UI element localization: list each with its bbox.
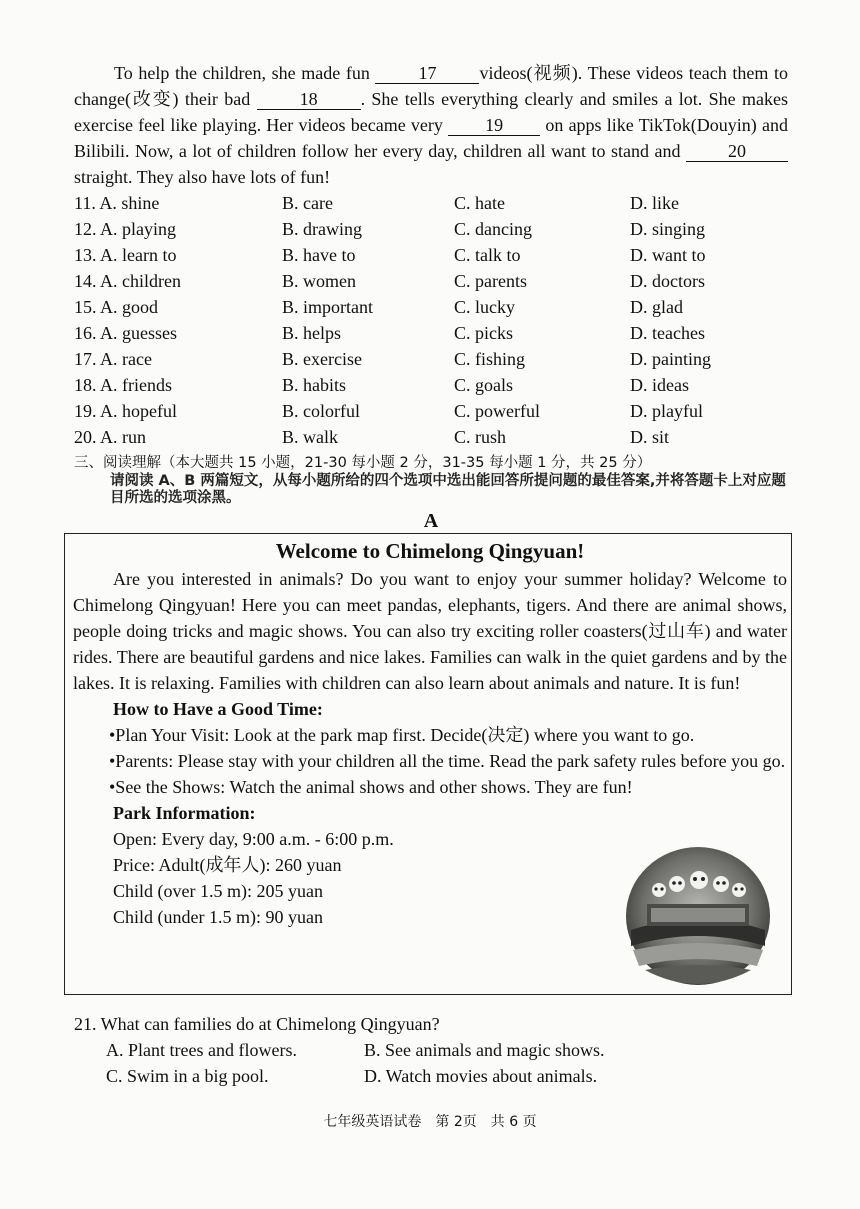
passage-title: Welcome to Chimelong Qingyuan! — [275, 539, 585, 563]
option-d: D. sit — [630, 427, 670, 447]
option-b: B. exercise — [282, 349, 362, 369]
option-a: A. friends — [100, 375, 172, 395]
option-d: D. singing — [630, 219, 706, 239]
option-row: 16. A. guesses B. helps C. picks D. teaches — [74, 320, 788, 346]
cloze-passage: To help the children, she made fun 17 videos(视频). These videos teach them to change(改变) their bad 18 . She tells everything clearly and smiles a lot. She makes exercise feel like playing. Her videos became very 19 on apps like TikTok(Douyin) and Bilibili. Now, a lot of children follow her every day, children all want to stand and 20 straight. They also have lots of fun! — [74, 63, 788, 187]
option-row: 12. A. playing B. drawing C. dancing D. singing — [74, 216, 788, 242]
option-b: B. See animals and magic shows. — [364, 1040, 605, 1060]
option-c: C. Swim in a big pool. — [106, 1066, 269, 1086]
option-c: C. lucky — [454, 297, 515, 317]
option-row: 17. A. race B. exercise C. fishing D. painting — [74, 346, 788, 372]
option-b: B. women — [282, 271, 356, 291]
option-a: A. shine — [99, 193, 160, 213]
option-c: C. parents — [454, 271, 527, 291]
option-d: D. painting — [630, 349, 711, 369]
cloze-options — [74, 190, 788, 450]
option-b: B. walk — [282, 427, 338, 447]
option-b: B. important — [282, 297, 373, 317]
option-a: A. learn to — [100, 245, 177, 265]
page-footer: 七年级英语试卷 第 2页 共 6 页 — [323, 1114, 537, 1130]
blank-19: 19 — [448, 115, 540, 136]
passage-a-box — [64, 533, 792, 995]
option-b: B. colorful — [282, 401, 360, 421]
option-d: D. glad — [630, 297, 683, 317]
option-row: 19. A. hopeful B. colorful C. powerful D. playful — [74, 398, 788, 424]
option-d: D. ideas — [630, 375, 689, 395]
option-row: 13. A. learn to B. have to C. talk to D. want to — [74, 242, 788, 268]
option-c: C. rush — [454, 427, 507, 447]
option-a: A. good — [100, 297, 159, 317]
option-c: C. picks — [454, 323, 514, 343]
question-21 — [74, 1011, 788, 1089]
option-row: 15. A. good B. important C. lucky D. glad — [74, 294, 788, 320]
section-heading: 三、阅读理解（本大题共 15 小题，21-30 每小题 2 分，31-35 每小题 1 分，共 25 分） — [74, 455, 652, 471]
tip-item: •Parents: Please stay with your children all the time. Read the park safety rules before you go. — [109, 751, 786, 771]
option-row: 11. A. shine B. care C. hate D. like — [74, 190, 788, 216]
option-a: A. children — [100, 271, 181, 291]
option-a: A. Plant trees and flowers. — [106, 1040, 297, 1060]
option-c: C. powerful — [454, 401, 540, 421]
option-c: C. talk to — [454, 245, 521, 265]
info-open: Open: Every day, 9:00 a.m. - 6:00 p.m. — [113, 829, 394, 849]
option-row: 20. A. run B. walk C. rush D. sit — [74, 424, 788, 450]
info-price-adult: Price: Adult(成年人): 260 yuan — [113, 855, 342, 875]
option-a: A. race — [100, 349, 152, 369]
option-row: 14. A. children B. women C. parents D. doctors — [74, 268, 788, 294]
option-d: D. playful — [630, 401, 703, 421]
blank-17: 17 — [375, 63, 479, 84]
option-a: A. run — [100, 427, 147, 447]
option-b: B. care — [282, 193, 333, 213]
section-instruction: 请阅读 A、B 两篇短文，从每小题所给的四个选项中选出能回答所提问题的最佳答案,并将答题卡上对应题目所选的选项涂黑。 — [110, 473, 786, 506]
option-d: D. Watch movies about animals. — [364, 1066, 598, 1086]
option-a: A. playing — [100, 219, 177, 239]
option-b: B. helps — [282, 323, 342, 343]
option-b: B. have to — [282, 245, 356, 265]
info-price-child-over: Child (over 1.5 m): 205 yuan — [113, 881, 323, 901]
tips-heading: How to Have a Good Time: — [113, 699, 323, 719]
option-c: C. hate — [454, 193, 505, 213]
option-c: C. dancing — [454, 219, 532, 239]
option-c: C. fishing — [454, 349, 526, 369]
option-d: D. teaches — [630, 323, 705, 343]
option-c: C. goals — [454, 375, 514, 395]
info-heading: Park Information: — [113, 803, 256, 823]
passage-intro: Are you interested in animals? Do you want to enjoy your summer holiday? Welcome to Chimelong Qingyuan! Here you can meet pandas, elephants, tigers. And there are animal shows, people doing tricks and magic shows. You can also try exciting roller coasters(过山车) and water rides. There are beautiful gardens and nice lakes. Families can walk in the quiet gardens and by the lakes. It is relaxing. Families with children can also learn about animals and nature. It is fun! — [73, 569, 787, 693]
option-a: A. guesses — [100, 323, 178, 343]
tip-item: •See the Shows: Watch the animal shows and other shows. They are fun! — [109, 777, 633, 797]
option-a: A. hopeful — [100, 401, 177, 421]
question-stem: 21. What can families do at Chimelong Qingyuan? — [74, 1014, 440, 1034]
blank-20: 20 — [686, 141, 788, 162]
info-price-child-under: Child (under 1.5 m): 90 yuan — [113, 907, 323, 927]
option-row: 18. A. friends B. habits C. goals D. ideas — [74, 372, 788, 398]
passage-letter: A — [423, 510, 439, 532]
blank-18: 18 — [257, 89, 361, 110]
option-b: B. drawing — [282, 219, 362, 239]
option-d: D. like — [630, 193, 679, 213]
tip-item: •Plan Your Visit: Look at the park map first. Decide(决定) where you want to go. — [109, 725, 695, 745]
park-gate-photo — [625, 846, 771, 986]
option-d: D. doctors — [630, 271, 705, 291]
option-d: D. want to — [630, 245, 706, 265]
question-options-row — [74, 1037, 788, 1063]
option-b: B. habits — [282, 375, 347, 395]
question-options-row — [74, 1063, 788, 1089]
